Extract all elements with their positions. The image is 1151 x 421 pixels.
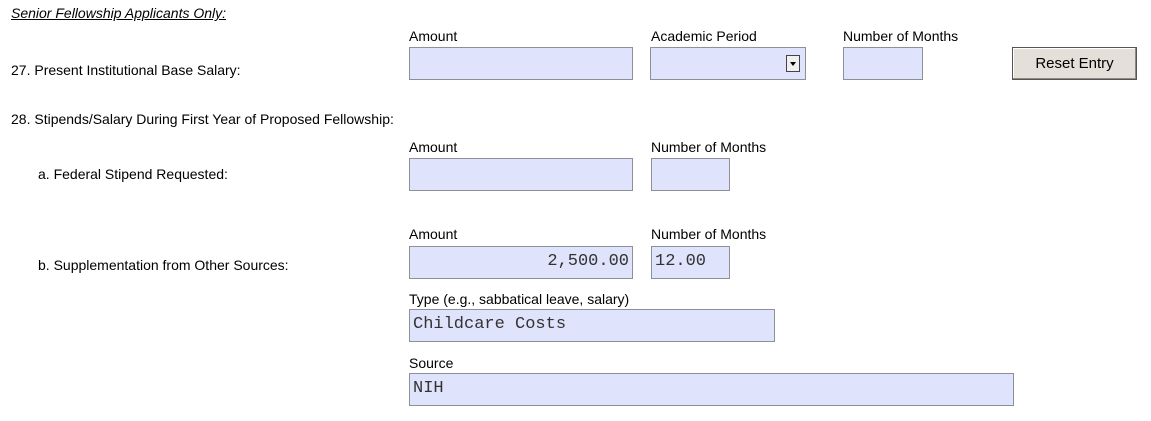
q28b-months-input[interactable]: 12.00 — [651, 246, 730, 279]
q27-period-header: Academic Period — [651, 28, 757, 44]
q27-months-input[interactable] — [843, 47, 923, 80]
q27-months-header: Number of Months — [843, 28, 959, 44]
q28a-label: a. Federal Stipend Requested: — [38, 166, 228, 182]
q28b-label: b. Supplementation from Other Sources: — [38, 257, 289, 273]
q28b-months-header: Number of Months — [651, 226, 767, 242]
q28b-type-input[interactable]: Childcare Costs — [409, 309, 775, 342]
reset-entry-button[interactable]: Reset Entry — [1012, 47, 1137, 80]
q27-amount-header: Amount — [409, 28, 458, 44]
q27-period-select[interactable] — [650, 47, 806, 80]
q28a-months-input[interactable] — [651, 158, 730, 191]
q28b-amount-header: Amount — [409, 226, 458, 242]
q27-label: 27. Present Institutional Base Salary: — [11, 62, 241, 78]
q28a-months-header: Number of Months — [651, 139, 767, 155]
q28b-type-header: Type (e.g., sabbatical leave, salary) — [409, 291, 630, 307]
section-heading: Senior Fellowship Applicants Only: — [11, 5, 227, 21]
q28b-source-input[interactable]: NIH — [409, 373, 1014, 406]
chevron-down-icon[interactable] — [786, 55, 800, 72]
q28a-amount-header: Amount — [409, 139, 458, 155]
q28b-amount-input[interactable]: 2,500.00 — [409, 246, 633, 279]
q28b-source-header: Source — [409, 355, 454, 371]
q28-label: 28. Stipends/Salary During First Year of Proposed Fellowship: — [11, 111, 394, 127]
q28a-amount-input[interactable] — [409, 158, 633, 191]
q27-amount-input[interactable] — [409, 47, 633, 80]
